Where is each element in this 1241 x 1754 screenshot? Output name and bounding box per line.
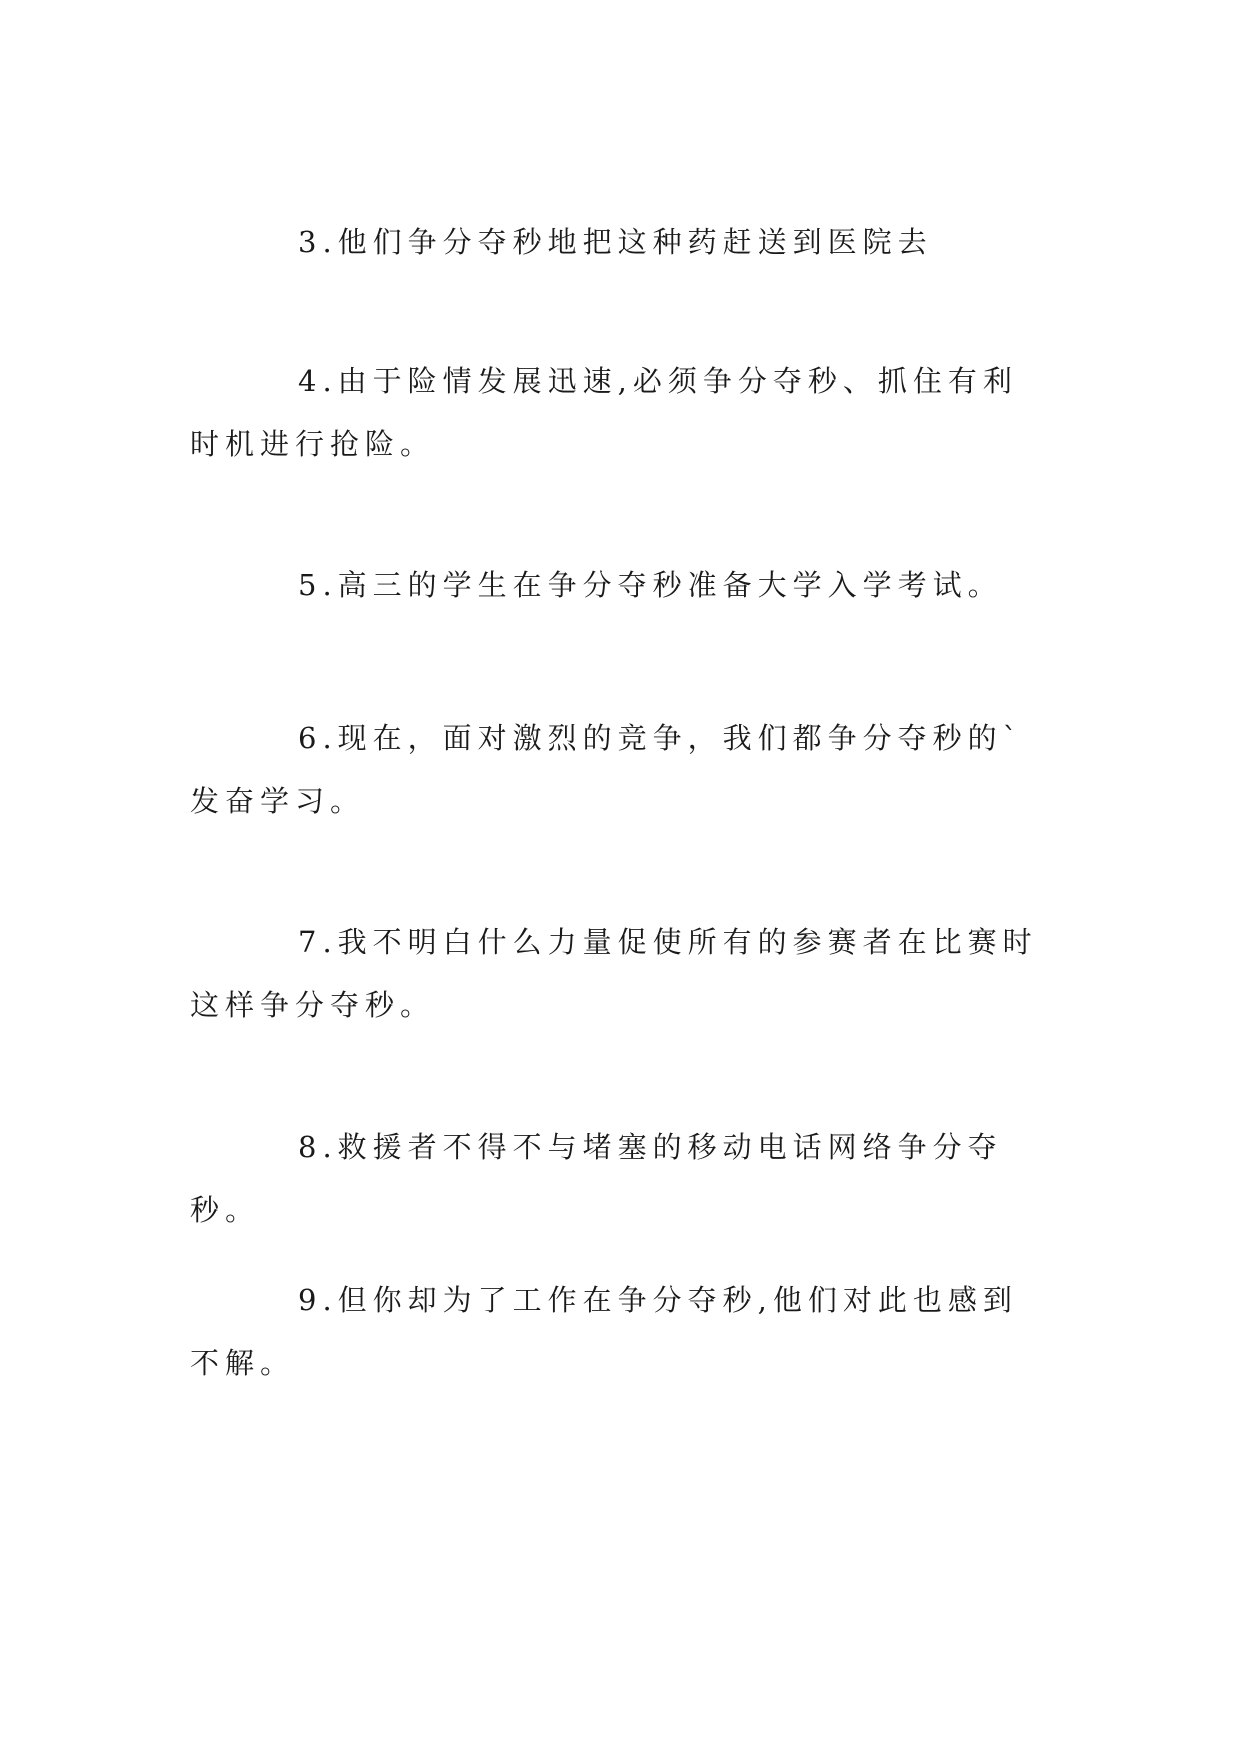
paragraph-8: 8.救援者不得不与堵塞的移动电话网络争分夺秒。 xyxy=(190,1130,1003,1227)
paragraph-7: 7.我不明白什么力量促使所有的参赛者在比赛时这样争分夺秒。 xyxy=(190,925,1038,1022)
paragraph-4: 4.由于险情发展迅速,必须争分夺秒、抓住有利时机进行抢险。 xyxy=(190,364,1018,461)
paragraph-9: 9.但你却为了工作在争分夺秒,他们对此也感到不解。 xyxy=(190,1283,1018,1380)
paragraph-5: 5.高三的学生在争分夺秒准备大学入学考试。 xyxy=(298,568,1003,602)
paragraph-6: 6.现在，面对激烈的竞争，我们都争分夺秒的`发奋学习。 xyxy=(190,721,1024,818)
paragraph-3: 3.他们争分夺秒地把这种药赶送到医院去 xyxy=(298,225,933,259)
